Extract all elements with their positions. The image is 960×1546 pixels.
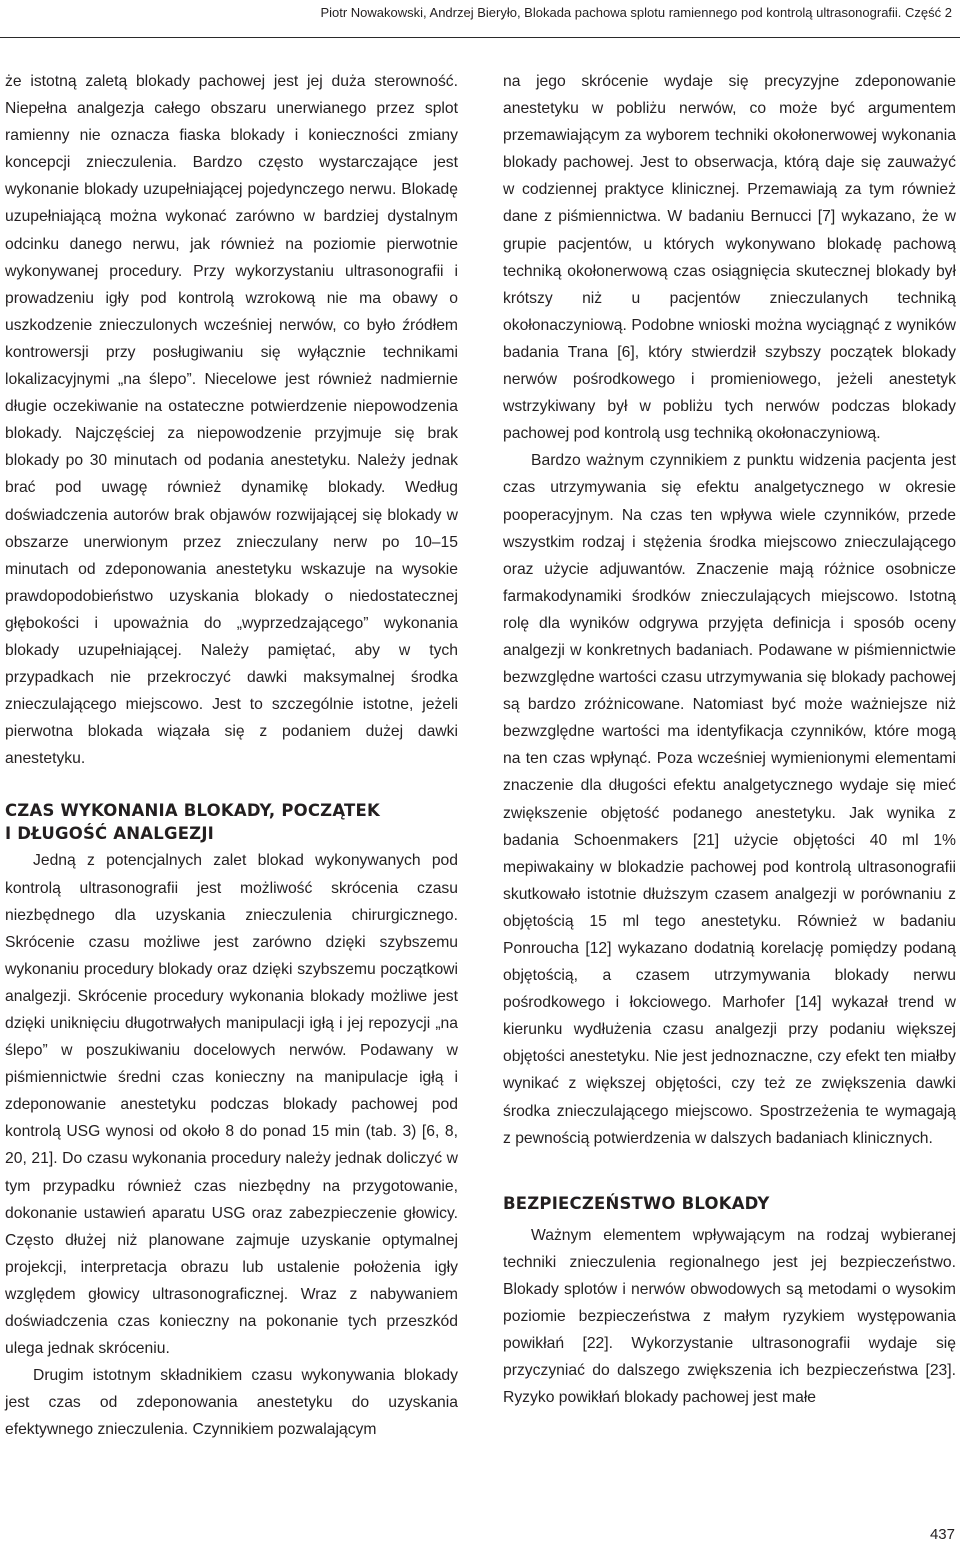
paragraph: na jego skrócenie wydaje się precyzyjne zdeponowanie anestetyku w pobliżu nerwów, co może być argumentem przemawiającym za wyborem techniki okołonerwowej wykonania blokady pachowej. Jest to obserwacja, którą daje się zauważyć w codziennej praktyce klinicznej. Przemawiają za tym również dane z piśmiennictwa. W badaniu Bernucci [7] wykazano, że w grupie pacjentów, u których wykonywano blokadę pachową techniką okołonerwową czas osiągnięcia skutecznej blokady był krótszy niż u pacjentów znieczulanych techniką okołonaczyniową. Podobne wnioski można wyciągnąć z wyników badania Trana [6], który stwierdził szybszy początek blokady nerwów pośrodkowego i promieniowego, jeżeli anestetyk wstrzykiwany był w pobliżu tych nerwów podczas blokady pachowej pod kontrolą usg techniką okołonaczyniową. <box>503 73 956 443</box>
heading-line: I DŁUGOŚĆ ANALGEZJI <box>5 824 215 844</box>
section-heading-safety: BEZPIECZEŃSTWO BLOKADY <box>503 1193 770 1213</box>
left-column <box>5 68 458 1444</box>
paragraph: Drugim istotnym składnikiem czasu wykonywania blokady jest czas od zdeponowania anestetyku do uzyskania efektywnego znieczulenia. Czynnikiem pozwalającym <box>5 1367 458 1439</box>
page-number: 437 <box>929 1526 955 1543</box>
paragraph: Ważnym elementem wpływającym na rodzaj wybieranej techniki znieczulenia regionalnego jest jej bezpieczeństwo. Blokady splotów i nerwów obwodowych są metodami o wysokim poziomie bezpieczeństwa z małym ryzykiem występowania powikłań [22]. Wykorzystanie ultrasonografii wydaje się przyczyniać do dalszego zwiększenia ich bezpieczeństwa [23]. Ryzyko powikłań blokady pachowej jest małe <box>503 1226 956 1407</box>
section-heading-timing <box>5 799 458 845</box>
paragraph: że istotną zaletą blokady pachowej jest jej duża sterowność. Niepełna analgezja całego obszaru unerwianego przez splot ramienny nie oznacza fiaska blokady i konieczności zmiany koncepcji znieczulenia. Bardzo często wystarczające jest wykonanie blokady uzupełniającej pojedynczego nerwu. Blokadę uzupełniającą można wykonać zarówno w bardziej dystalnym odcinku danego nerwu, jak również na poziomie pierwotnie wykonywanej procedury. Przy wykorzystaniu ultrasonografii i prowadzeniu igły pod kontrolą wzrokową nie ma obawy o uszkodzenie znieczulonych wcześniej nerwów, co było źródłem kontrowersji przy posługiwaniu się wyłącznie technikami lokalizacyjnymi „na ślepo”. Niecelowe jest również nadmiernie długie oczekiwanie na ostateczne potwierdzenie niepowodzenia blokady. Najczęściej za niepowodzenie przyjmuje się brak blokady po 30 minutach od podania anestetyku. Należy jednak brać pod uwagę również dynamikę blokady. Według doświadczenia autorów brak objawów rozwijającej się blokady w obszarze unerwionym przez znieczulany nerw po 10–15 minutach od zdeponowania anestetyku wskazuje na wysokie prawdopodobieństwo uzyskania blokady o niedostatecznej głębokości i upoważnia do „wyprzedzającego” wykonania blokady uzupełniającej. Należy pamiętać, aby w tych przypadkach nie przekroczyć dawki maksymalnej środka znieczulającego miejscowo. Jest to szczególnie istotne, jeżeli pierwotna blokada wiązała się z podaniem dużej dawki anestetyku. <box>5 73 458 768</box>
paragraph: Bardzo ważnym czynnikiem z punktu widzenia pacjenta jest czas utrzymywania się efektu analgetycznego w okresie pooperacyjnym. Na czas ten wpływa wiele czynników, przede wszystkim rodzaj i stężenia środka miejscowo znieczulającego oraz użycie adjuwantów. Znaczenie mają różnice osobnicze farmakodynamiki środków znieczulających miejscowo. Istotną rolę dla wyników odgrywa przyjęta definicja i sposób oceny analgezji w konkretnych badaniach. Podawane w piśmiennictwie bezwzględne wartości czasu utrzymywania się blokady pachowej są bardzo zróżnicowane. Natomiast być może ważniejsze niż bezwzględne wartości ma identyfikacja czynników, które mogą na ten czas wpłynąć. Poza wcześniej wymienionymi elementami znaczenie dla długości efektu analgetycznego wydaje się mieć zwiększenie objętość podanego anestetyku. Jak wynika z badania Schoenmakers [21] użycie objętości 40 ml 1% mepiwakainy w blokadzie pachowej pod kontrolą ultrasonografii skutkowało istotnie dłuższym czasem analgezji w porównaniu z objętością 15 ml tego anestetyku. Również w badaniu Ponroucha [12] wykazano dodatnią korelację pomiędzy podaną objętością, a czasem utrzymywania blokady nerwu pośrodkowego i łokciowego. Marhofer [14] wykazał trend w kierunku wydłużenia czasu analgezji przy podaniu większej objętości anestetyku. Nie jest jednoznaczne, czy efekt ten miałby wynikać z większej objętości, czy też ze zwiększenia dawki środka znieczulającego miejscowo. Spostrzeżenia te wymagają z pewnością potwierdzenia w dalszych badaniach klinicznych. <box>503 452 956 1147</box>
paragraph: Jedną z potencjalnych zalet blokad wykonywanych pod kontrolą ultrasonografii jest możliwość skrócenia czasu niezbędnego dla uzyskania znieczulenia chirurgicznego. Skrócenie czasu możliwe jest zarówno dzięki szybszemu wykonaniu procedury blokady oraz dzięki szybszemu początkowi analgezji. Skrócenie procedury wykonania blokady możliwe jest dzięki uniknięciu długotrwałych manipulacji igłą i jej repozycji „na ślepo” w poszukiwaniu docelowych nerwów. Podawany w piśmiennictwie średni czas konieczny na manipulacje igłą i zdeponowanie anestetyku podczas blokady pachowej pod kontrolą USG wynosi od około 8 do ponad 15 min (tab. 3) [6, 8, 20, 21]. Do czasu wykonania procedury należy jednak doliczyć w tym przypadku również czas niezbędny na przygotowanie, dokonanie ustawień aparatu USG oraz zabezpieczenie głowicy. Często dłużej niż planowane zajmuje uzyskanie optymalnej projekcji, interpretacja obrazu lub ustalenie położenia igły względem głowicy ultrasonograficznej. Wraz z nabywaniem doświadczenia czas konieczny na pokonanie tych przeszkód ulega jednak skróceniu. <box>5 852 458 1358</box>
right-column <box>503 68 956 1411</box>
heading-line: CZAS WYKONANIA BLOKADY, POCZĄTEK <box>5 801 380 821</box>
running-header: Piotr Nowakowski, Andrzej Bieryło, Blokada pachowa splotu ramiennego pod kontrolą ultrasonografii. Część 2 <box>320 5 952 20</box>
header-rule <box>0 37 960 38</box>
